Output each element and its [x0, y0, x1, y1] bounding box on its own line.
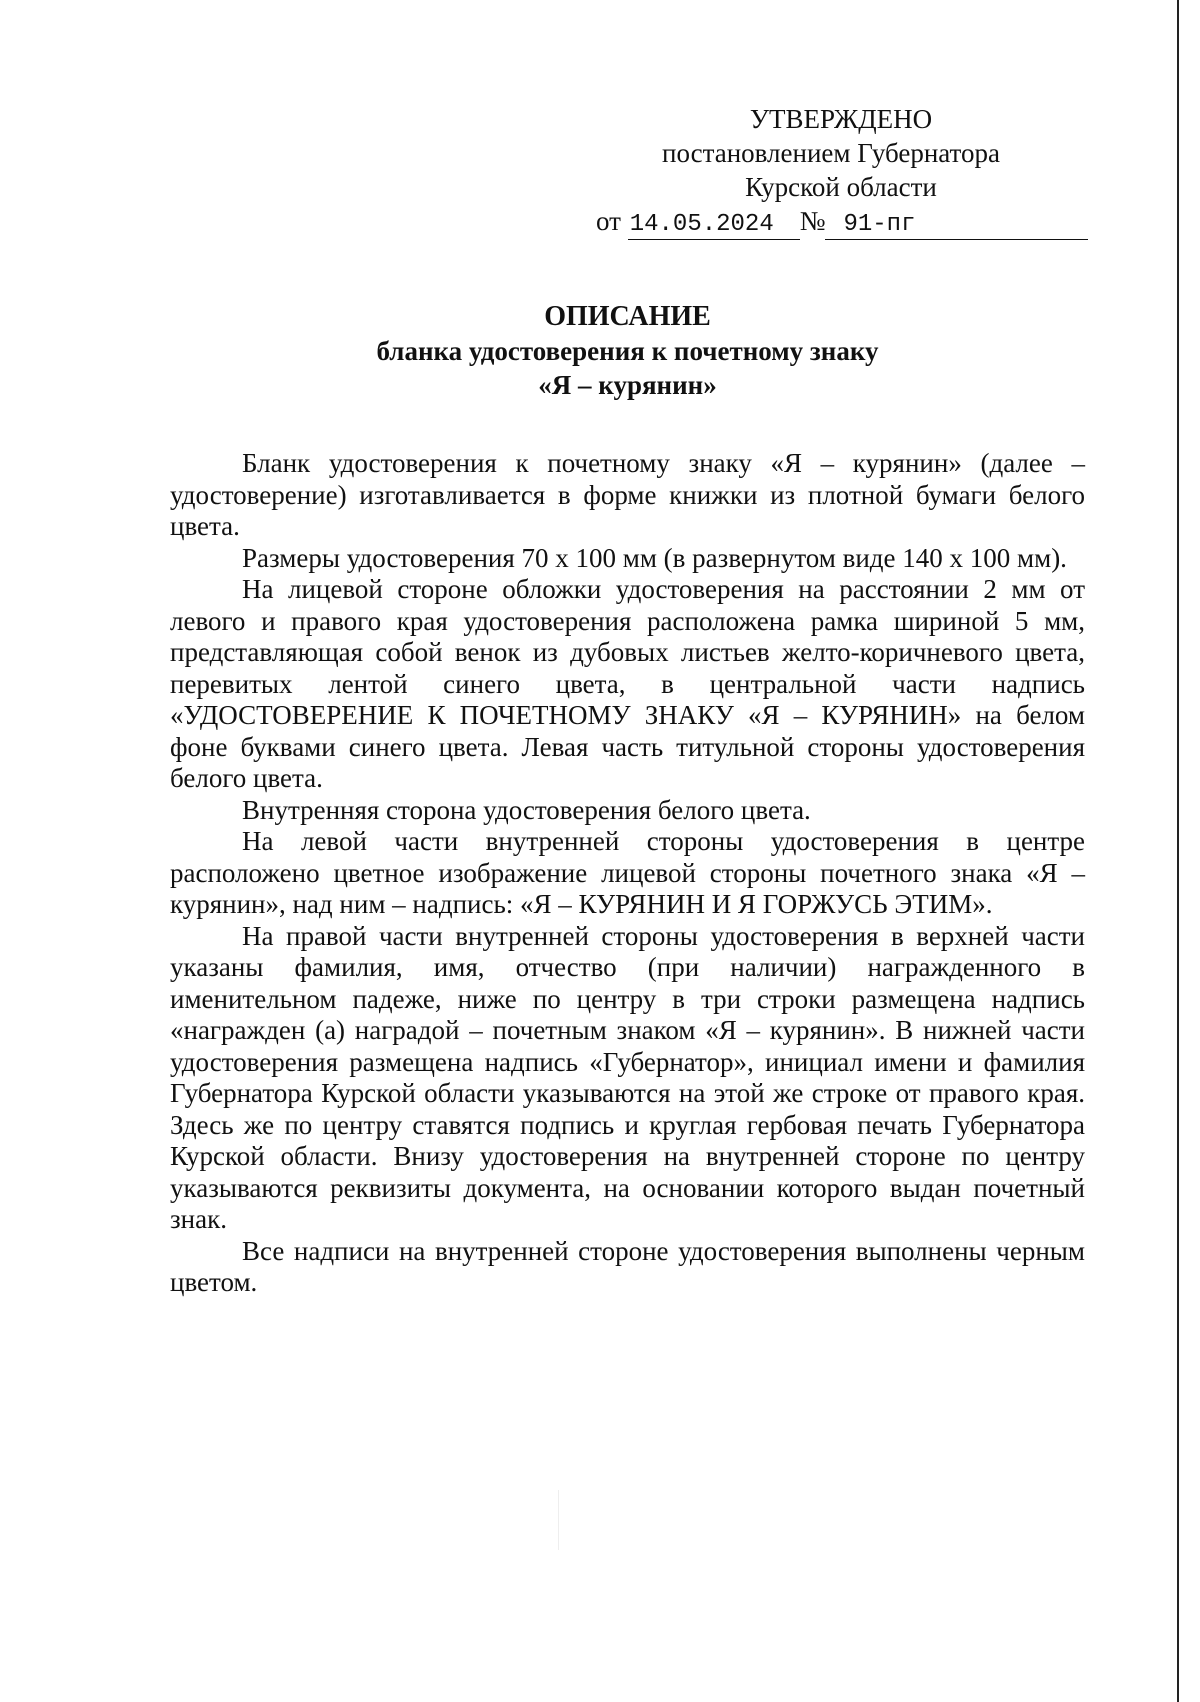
paragraph: На левой части внутренней стороны удостоверения в центре расположено цветное изображение лицевой стороны почетного знака «Я – курянин», над ним – надпись: «Я – КУРЯНИН И Я ГОРЖУСЬ ЭТИМ». — [170, 826, 1085, 919]
approval-number: 91-пг — [825, 211, 1088, 240]
paragraph: Внутренняя сторона удостоверения белого цвета. — [242, 794, 811, 825]
paragraph: На правой части внутренней стороны удостоверения в верхней части указаны фамилия, имя, отчество (при наличии) награжденного в именительном падеже, ниже по центру в три строки размещена надпись «награжден (а) наградой – почетным знаком «Я – курянин». В нижней части удостоверения размещена надпись «Губернатор», инициал имени и фамилия Губернатора Курской области указываются на этой же строке от правого края. Здесь же по центру ставятся подпись и круглая гербовая печать Губернатора Курской области. Внизу удостоверения на внутренней стороне по центру указываются реквизиты документа, на основании которого выдан почетный знак. — [170, 920, 1085, 1234]
approval-line-region: Курской области — [745, 172, 937, 202]
document-subtitle: бланка удостоверения к почетному знаку — [376, 336, 879, 366]
document-subtitle-award: «Я – курянин» — [538, 370, 717, 400]
approval-date: 14.05.2024 — [628, 211, 800, 240]
approval-title: УТВЕРЖДЕНО — [749, 104, 933, 134]
scan-artifact — [558, 1490, 559, 1550]
approval-line-decree: постановлением Губернатора — [662, 138, 1000, 168]
document-title: ОПИСАНИЕ — [544, 301, 711, 332]
paragraph: Размеры удостоверения 70 х 100 мм (в развернутом виде 140 х 100 мм). — [242, 542, 1067, 573]
approval-date-row — [596, 204, 1088, 240]
document-heading — [170, 300, 1085, 402]
date-prefix: от — [596, 206, 621, 236]
approval-block — [596, 102, 1066, 204]
document-body — [170, 448, 1085, 1299]
scan-edge-line — [1177, 0, 1179, 1702]
paragraph: Все надписи на внутренней стороне удостоверения выполнены черным цветом. — [170, 1235, 1085, 1297]
number-sign: № — [799, 206, 826, 236]
paragraph: На лицевой стороне обложки удостоверения на расстоянии 2 мм от левого и правого края удостоверения расположена рамка шириной 5 мм, представляющая собой венок из дубовых листьев желто-коричневого цвета, перевитых лентой синего цвета, в центральной части надпись «УДОСТОВЕРЕНИЕ К ПОЧЕТНОМУ ЗНАКУ «Я – КУРЯНИН» на белом фоне буквами синего цвета. Левая часть титульной стороны удостоверения белого цвета. — [170, 574, 1085, 793]
paragraph: Бланк удостоверения к почетному знаку «Я – курянин» (далее – удостоверение) изготавливается в форме книжки из плотной бумаги белого цвета. — [170, 448, 1085, 541]
